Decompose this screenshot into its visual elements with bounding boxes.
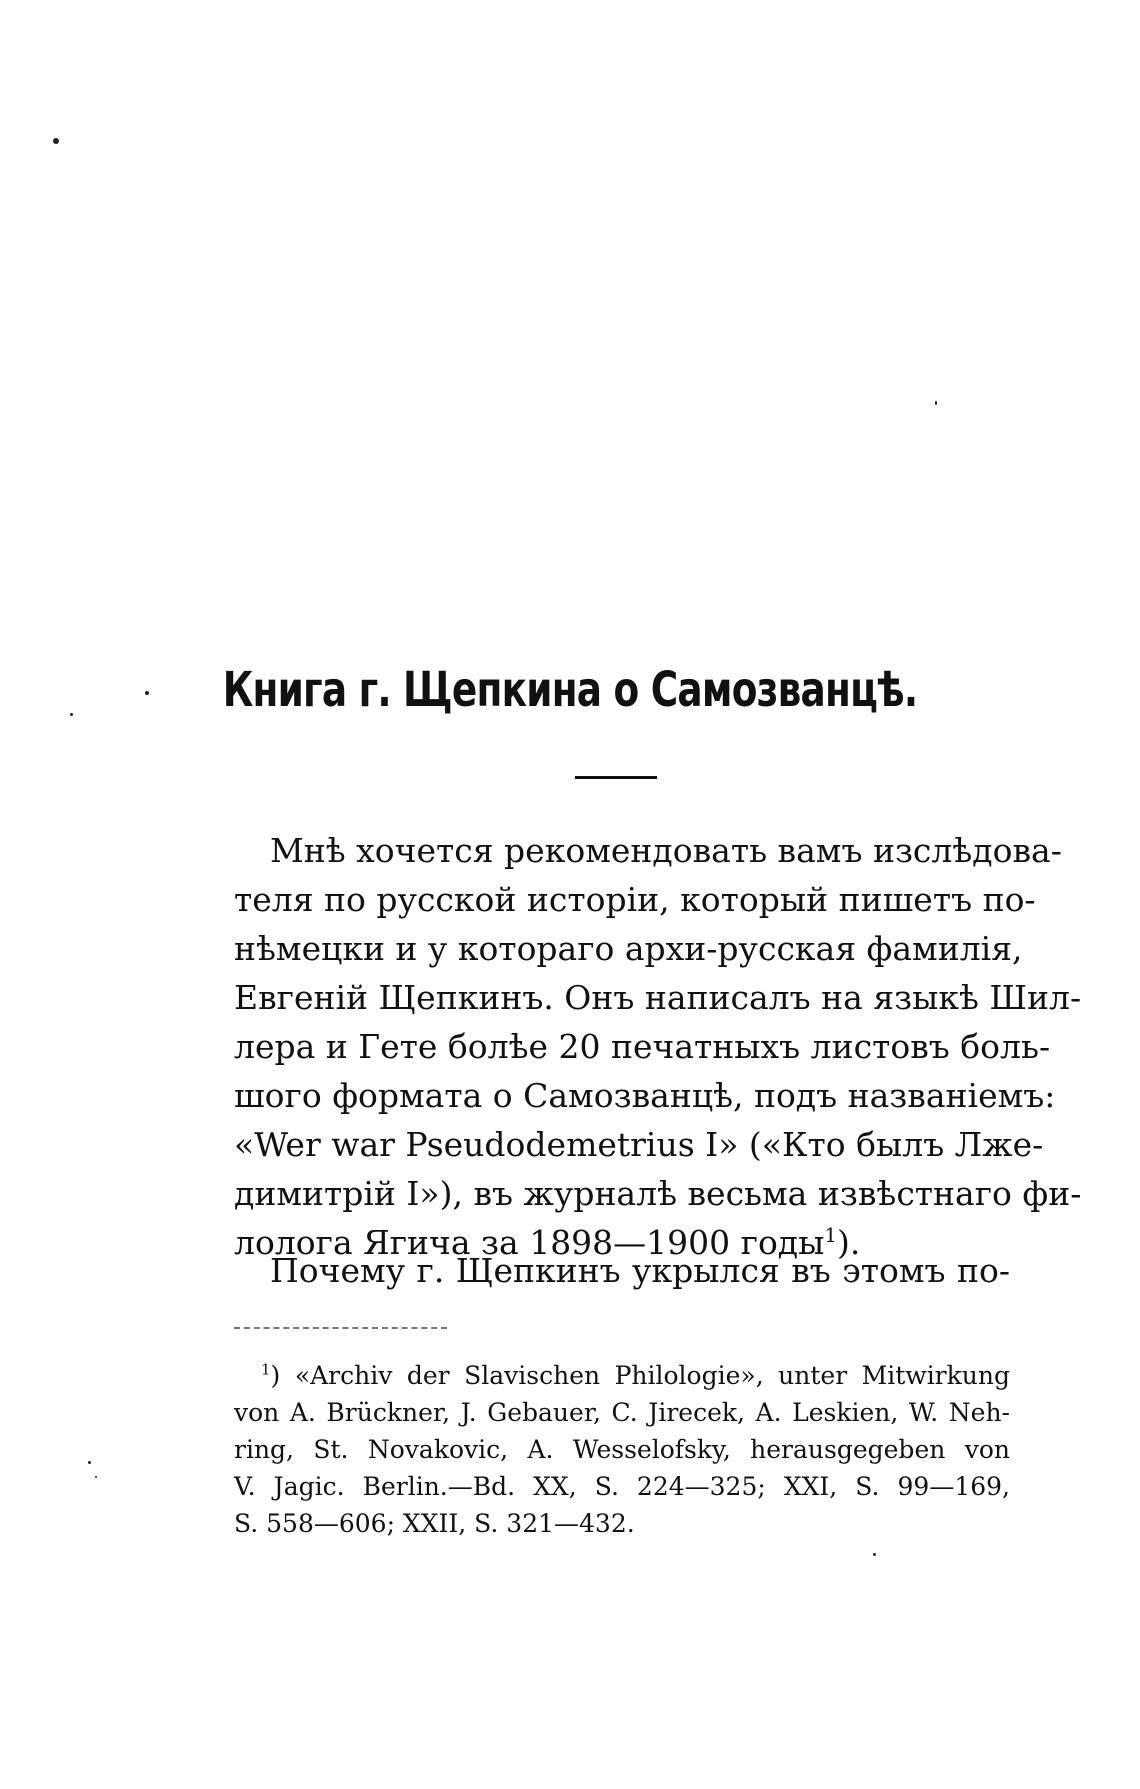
footnote-reference: 1 — [824, 1224, 837, 1247]
footnote-text: «Archiv der Slavischen Philologie», unter Mitwirkung — [294, 1361, 1010, 1390]
scan-speck — [873, 1553, 876, 1556]
text-line: теля по русской исторіи, который пишетъ по- — [234, 880, 1036, 919]
text-line: нѣмецки и у котораго архи-русская фамилія, — [234, 929, 1023, 968]
footnote-marker: 1 — [261, 1360, 271, 1379]
text-line: Евгеній Щепкинъ. Онъ написалъ на языкѣ Шил- — [234, 978, 1082, 1017]
text-line: Мнѣ хочется рекомендовать вамъ изслѣдова- — [270, 831, 1062, 870]
paragraph-1 — [234, 826, 1082, 1267]
footnote — [234, 1357, 1010, 1542]
scan-speck — [53, 138, 59, 144]
scan-speck — [88, 1461, 91, 1464]
footnote-marker-paren: ) — [270, 1361, 281, 1390]
article-title: Книга г. Щепкина о Самозванцѣ. — [222, 662, 918, 718]
text-line: димитрій I»), въ журналѣ весьма извѣстнаго фи- — [234, 1174, 1082, 1213]
title-rule — [575, 776, 657, 779]
text-line: лера и Гете болѣе 20 печатныхъ листовъ боль- — [234, 1027, 1051, 1066]
text-line: «Wer war Pseudodemetrius I» («Кто былъ Лже- — [234, 1125, 1044, 1164]
footnote-line: S. 558—606; XXII, S. 321—432. — [234, 1509, 635, 1538]
footnote-line: ring, St. Novakovic, A. Wesselofsky, herausgegeben von — [234, 1435, 1010, 1464]
scan-speck — [95, 1476, 97, 1478]
scan-speck — [70, 713, 73, 716]
text-line: шого формата о Самозванцѣ, подъ названіемъ: — [234, 1076, 1056, 1115]
footnote-line: V. Jagic. Berlin.—Bd. XX, S. 224—325; XXI, S. 99—169, — [234, 1472, 1010, 1501]
footnote-line — [234, 1357, 1010, 1394]
footnote-separator — [234, 1327, 447, 1329]
footnote-line: von A. Brückner, J. Gebauer, C. Jirecek, A. Leskien, W. Neh- — [234, 1398, 1010, 1427]
text-fragment: лолога Ягича за 1898—1900 годы — [234, 1223, 825, 1262]
paragraph-2 — [234, 1246, 1010, 1295]
text-fragment: ). — [836, 1223, 861, 1262]
scan-speck — [935, 401, 937, 405]
text-line: Почему г. Щепкинъ укрылся въ этомъ по- — [270, 1251, 1010, 1290]
